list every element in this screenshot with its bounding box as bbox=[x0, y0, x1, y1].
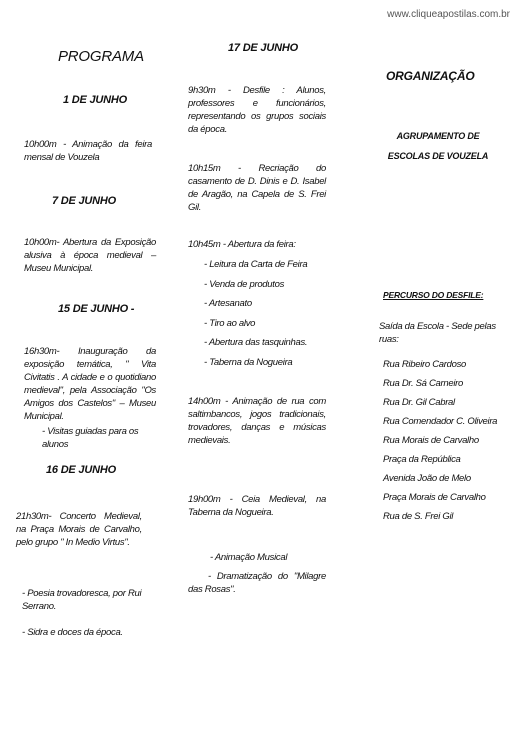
percurso-title: PERCURSO DO DESFILE: bbox=[383, 290, 484, 300]
event-19h00: 19h00m - Ceia Medieval, na Taberna da Nogueira. bbox=[188, 494, 326, 518]
street-item: Praça Morais de Carvalho bbox=[383, 492, 486, 503]
street-item: Avenida João de Melo bbox=[383, 473, 471, 484]
organizacao-name: AGRUPAMENTO DE ESCOLAS DE VOUZELA bbox=[387, 131, 489, 161]
event-10h45: 10h45m - Abertura da feira: bbox=[188, 239, 296, 250]
feira-item: - Tiro ao alvo bbox=[204, 317, 256, 329]
feira-item: - Venda de produtos bbox=[204, 278, 285, 290]
date-heading-15-junho: 15 DE JUNHO - bbox=[58, 303, 135, 315]
event-10h15: 10h15m - Recriação do casamento de D. Dinis e D. Isabel de Aragão, na Capela de S. Frei Gil. bbox=[188, 163, 326, 213]
street-item: Rua Morais de Carvalho bbox=[383, 435, 479, 446]
date-heading-1-junho: 1 DE JUNHO bbox=[63, 94, 128, 106]
feira-item: - Artesanato bbox=[204, 298, 252, 309]
ceia-item-2: - Dramatização do "Milagre das Rosas". bbox=[188, 571, 326, 595]
street-item: Rua Dr. Sá Carneiro bbox=[383, 378, 464, 389]
feira-item: - Taberna da Nogueira bbox=[204, 356, 293, 368]
street-item: Praça da República bbox=[383, 454, 461, 465]
organizacao-title: ORGANIZAÇÃO bbox=[386, 69, 475, 83]
street-item: Rua Comendador C. Oliveira bbox=[383, 416, 498, 427]
feira-item: - Abertura das tasquinhas. bbox=[204, 337, 308, 348]
event-1-junho: 10h00m - Animação da feira mensal de Vouzela bbox=[24, 139, 152, 163]
event-14h00: 14h00m - Animação de rua com saltimbancos, jogos tradicionais, trovadores, danças e músicas medievais. bbox=[188, 396, 326, 446]
street-item: Rua Dr. Gil Cabral bbox=[383, 397, 455, 408]
event-16-junho-item-1: - Poesia trovadoresca, por Rui Serrano. bbox=[22, 588, 142, 612]
feira-item-list bbox=[204, 258, 324, 375]
date-heading-17-junho: 17 DE JUNHO bbox=[228, 42, 298, 54]
event-9h30: 9h30m - Desfile : Alunos, professores e funcionários, representando os grupos sociais da época. bbox=[188, 85, 326, 135]
date-heading-7-junho: 7 DE JUNHO bbox=[52, 195, 117, 207]
street-list bbox=[383, 358, 503, 529]
street-item: Rua Ribeiro Cardoso bbox=[383, 359, 467, 370]
event-7-junho: 10h00m- Abertura da Exposição alusiva à época medieval – Museu Municipal. bbox=[24, 237, 156, 274]
programa-title: PROGRAMA bbox=[58, 48, 144, 65]
percurso-intro: Saída da Escola - Sede pelas ruas: bbox=[379, 321, 496, 345]
event-15-junho-sub: - Visitas guiadas para os alunos bbox=[42, 426, 139, 450]
watermark: www.cliqueapostilas.com.br bbox=[387, 9, 510, 20]
ceia-item-1: - Animação Musical bbox=[210, 552, 288, 563]
event-16-junho-item-2: - Sidra e doces da época. bbox=[22, 627, 123, 638]
date-heading-16-junho: 16 DE JUNHO bbox=[46, 464, 116, 476]
event-15-junho: 16h30m- Inauguração da exposição temática, " Vita Civitatis . A cidade e o quotidiano medieval", pela Associação "Os Amigos dos Castelos" – Museu Municipal. bbox=[24, 346, 156, 422]
feira-item: - Leitura da Carta de Feira bbox=[204, 259, 308, 270]
event-16-junho: 21h30m- Concerto Medieval, na Praça Morais de Carvalho, pelo grupo " In Medio Virtus". bbox=[16, 511, 142, 548]
street-item: Rua de S. Frei Gil bbox=[383, 511, 454, 522]
